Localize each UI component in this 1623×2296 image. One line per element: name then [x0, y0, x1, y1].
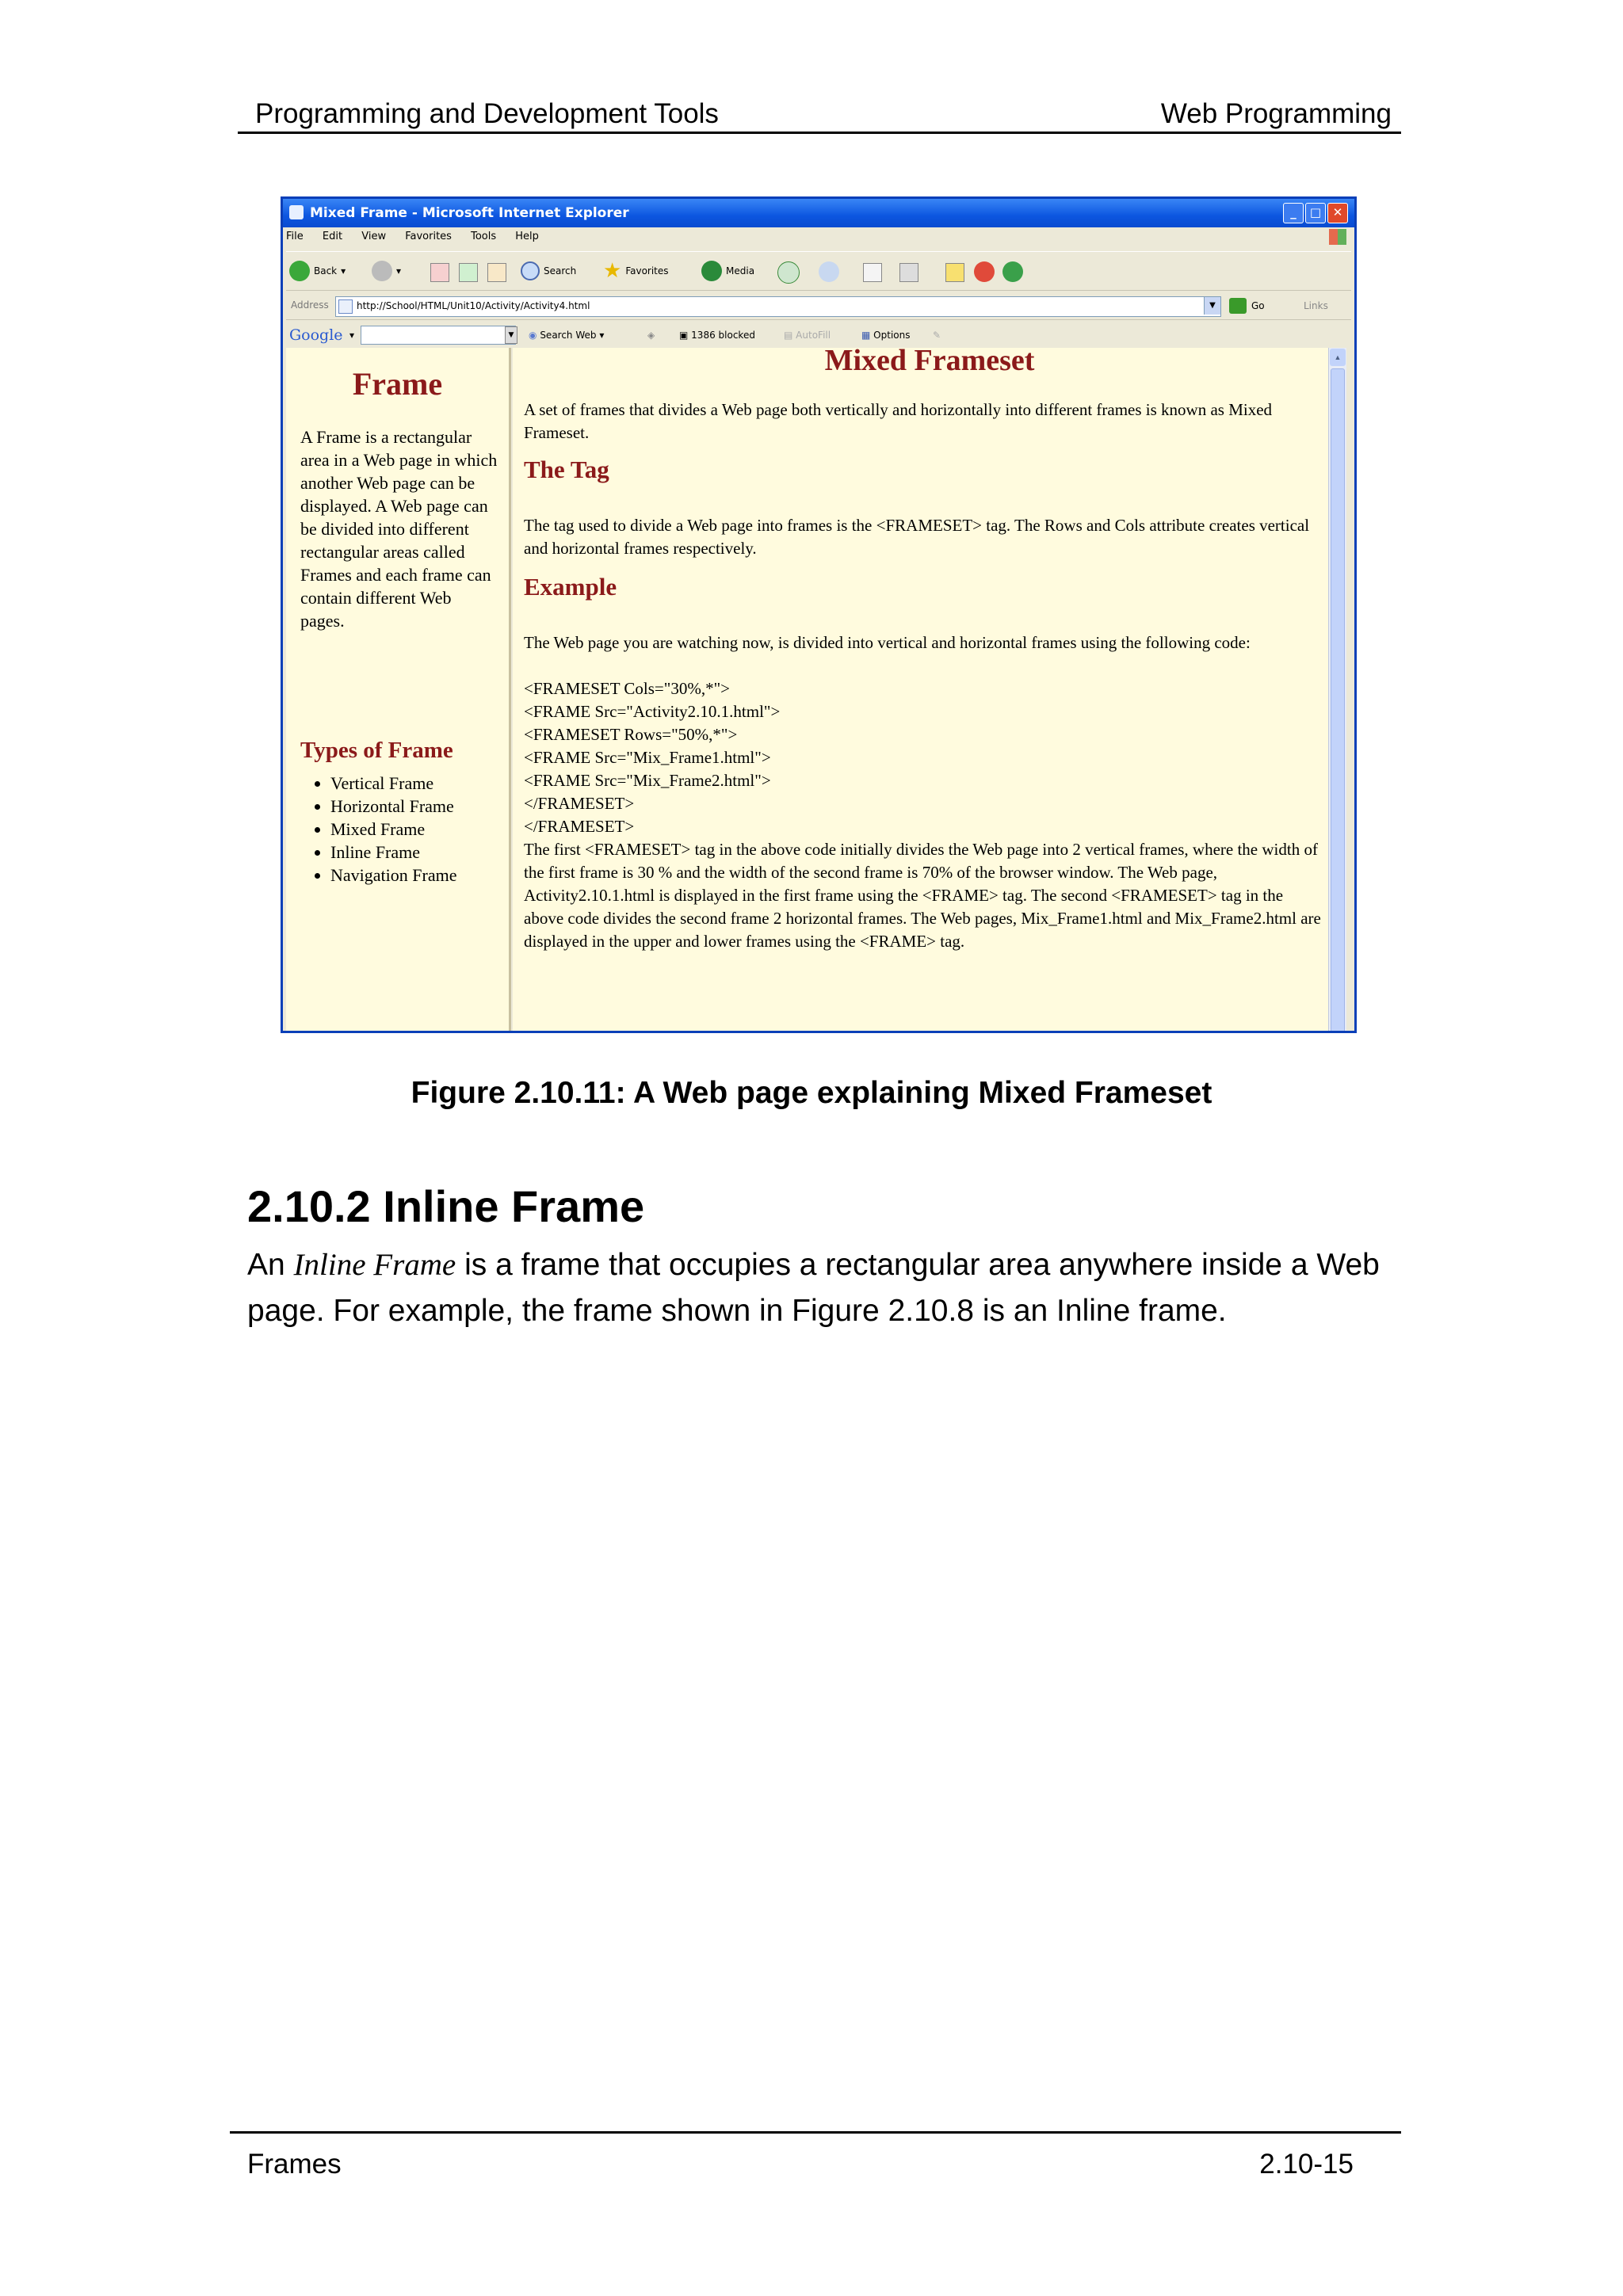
mail-icon[interactable]: [819, 261, 839, 282]
google-logo[interactable]: Google: [289, 326, 343, 344]
messenger-icon[interactable]: [974, 261, 995, 282]
links-button[interactable]: Links: [1304, 300, 1328, 311]
browser-screenshot: [281, 196, 1357, 1033]
minimize-icon[interactable]: _: [1283, 203, 1304, 223]
explanation-text: The first <FRAMESET> tag in the above code initially divides the Web page into 2 vertical frames, where the width of the first frame is 30 % and the width of the second frame is 70% of the browser window. The Web page, Activity2.10.1.html is displayed in the first frame using the <FRAME> tag. The second <FRAMESET> tag in the above code divides the second frame 2 horizontal frames. The Web pages, Mix_Frame1.html and Mix_Frame2.html are displayed in the upper and lower frames using the <FRAME> tag.: [524, 840, 1321, 951]
menu-bar: [286, 231, 555, 248]
home-icon[interactable]: [487, 263, 506, 282]
left-frame-subtitle: Types of Frame: [300, 738, 453, 763]
example-text: The Web page you are watching now, is divided into vertical and horizontal frames using the following code:: [524, 633, 1251, 652]
options-button[interactable]: [861, 330, 910, 341]
star-icon: ★: [603, 259, 622, 283]
maximize-icon[interactable]: □: [1305, 203, 1326, 223]
figure-caption: Figure 2.10.11: A Web page explaining Mixed Frameset: [411, 1076, 1212, 1110]
popup-blocker-icon: ▣: [679, 330, 689, 341]
menu-file[interactable]: File: [286, 231, 304, 242]
list-item: • Navigation Frame: [330, 864, 497, 887]
intro-text: A set of frames that divides a Web page both vertically and horizontally into different frames is known as Mixed Frameset.: [524, 400, 1273, 442]
search-web-label: Search Web: [540, 330, 597, 341]
history-icon[interactable]: [777, 261, 800, 284]
blocked-count: 1386 blocked: [691, 330, 755, 341]
close-icon[interactable]: ✕: [1327, 203, 1348, 223]
media-button[interactable]: [701, 260, 754, 282]
scroll-thumb[interactable]: [1331, 368, 1345, 1033]
left-frame-title: Frame: [352, 366, 443, 402]
para-rest: is a frame that occupies a rectangular area anywhere inside a Web page. For example, the frame shown in Figure 2.10.8 is an Inline frame.: [247, 1248, 1380, 1328]
right-frame: [513, 348, 1346, 1033]
address-label: Address: [291, 299, 329, 311]
code-line: <FRAME Src="Mix_Frame1.html">: [524, 748, 771, 767]
vertical-scrollbar[interactable]: [1328, 348, 1346, 1033]
footer-left: Frames: [247, 2149, 342, 2180]
code-line: </FRAMESET>: [524, 794, 635, 813]
para-term: Inline Frame: [293, 1248, 456, 1282]
search-web-button[interactable]: ◉ Search Web ▾: [529, 330, 605, 341]
page-icon: [338, 299, 353, 314]
section-paragraph: [247, 1242, 1396, 1334]
media-label: Media: [726, 265, 755, 277]
menu-help[interactable]: Help: [515, 231, 539, 242]
heading-the-tag: The Tag: [524, 456, 609, 483]
code-line: <FRAME Src="Activity2.10.1.html">: [524, 702, 781, 721]
forward-button[interactable]: ▾: [372, 260, 401, 282]
list-item: • Inline Frame: [330, 841, 497, 864]
address-url: http://School/HTML/Unit10/Activity/Activity4.html: [357, 300, 590, 311]
binoculars-icon: ◉: [529, 330, 537, 341]
header-left: Programming and Development Tools: [255, 98, 719, 129]
refresh-icon[interactable]: [459, 263, 478, 282]
folder-icon[interactable]: [945, 263, 964, 282]
left-frame: [286, 348, 511, 1033]
menu-view[interactable]: View: [361, 231, 387, 242]
left-frame-text: A Frame is a rectangular area in a Web page in which another Web page can be displayed. A Web page can be divided into different rectangular areas called Frames and each frame can contain different Web pages.: [300, 427, 498, 631]
go-arrow-icon[interactable]: [1229, 298, 1247, 314]
google-search-input[interactable]: [361, 326, 516, 345]
google-search-dropdown-icon[interactable]: ▼: [505, 326, 517, 344]
search-button[interactable]: [521, 260, 576, 282]
address-input[interactable]: [335, 296, 1221, 317]
para-start: An: [247, 1248, 285, 1282]
page-info-icon[interactable]: ◈: [647, 330, 655, 341]
highlighter-icon[interactable]: ✎: [933, 330, 941, 341]
google-toolbar: [286, 322, 1351, 348]
go-button[interactable]: Go: [1251, 300, 1265, 311]
back-arrow-icon: [289, 261, 310, 281]
search-label: Search: [544, 265, 577, 277]
autofill-icon: ▤: [784, 330, 793, 341]
back-button[interactable]: Back ▾: [289, 260, 346, 282]
code-line: <FRAMESET Cols="30%,*">: [524, 679, 730, 698]
ie-icon: [289, 205, 304, 219]
heading-example: Example: [524, 573, 617, 601]
scroll-up-icon[interactable]: ▲: [1330, 349, 1346, 366]
standard-toolbar: [286, 251, 1351, 291]
research-icon[interactable]: [1002, 261, 1023, 282]
list-item: • Mixed Frame: [330, 818, 497, 841]
options-icon: ▦: [861, 330, 871, 341]
search-icon: [521, 261, 540, 280]
address-dropdown-icon[interactable]: ▼: [1204, 297, 1220, 315]
forward-arrow-icon: [372, 261, 392, 281]
code-line: <FRAME Src="Mix_Frame2.html">: [524, 771, 771, 790]
list-item: • Horizontal Frame: [330, 795, 497, 818]
code-line: </FRAMESET>: [524, 817, 635, 836]
google-menu-icon[interactable]: ▾: [349, 330, 355, 341]
footer-page-number: 2.10-15: [1259, 2149, 1354, 2180]
address-bar: [286, 292, 1351, 320]
windows-logo-icon: [1329, 229, 1346, 245]
options-label: Options: [873, 330, 911, 341]
print-icon[interactable]: [863, 263, 882, 282]
autofill-label: AutoFill: [796, 330, 831, 341]
code-block: [524, 677, 1324, 838]
favorites-label: Favorites: [625, 265, 669, 277]
media-icon: [701, 261, 722, 281]
autofill-button[interactable]: [784, 330, 831, 341]
frame-type-list: [315, 772, 497, 887]
header-rule: [238, 132, 1401, 134]
favorites-button[interactable]: [603, 260, 669, 282]
right-frame-title: Mixed Frameset: [824, 348, 1035, 377]
back-label: Back: [314, 265, 338, 277]
menu-edit[interactable]: Edit: [322, 231, 343, 242]
menu-tools[interactable]: Tools: [471, 231, 497, 242]
window-title: Mixed Frame - Microsoft Internet Explorer: [310, 205, 629, 221]
popup-blocker-button[interactable]: [679, 330, 755, 341]
list-item: • Vertical Frame: [330, 772, 497, 795]
section-heading: 2.10.2 Inline Frame: [247, 1181, 645, 1231]
footer-rule: [230, 2131, 1401, 2134]
header-right: Web Programming: [1160, 98, 1392, 129]
code-line: <FRAMESET Rows="50%,*">: [524, 725, 738, 744]
window-titlebar: [283, 199, 1354, 227]
menu-favorites[interactable]: Favorites: [405, 231, 452, 242]
tag-text: The tag used to divide a Web page into frames is the <FRAMESET> tag. The Rows and Cols attribute creates vertical and horizontal frames respectively.: [524, 516, 1310, 558]
stop-icon[interactable]: [430, 263, 449, 282]
edit-icon[interactable]: [899, 263, 918, 282]
